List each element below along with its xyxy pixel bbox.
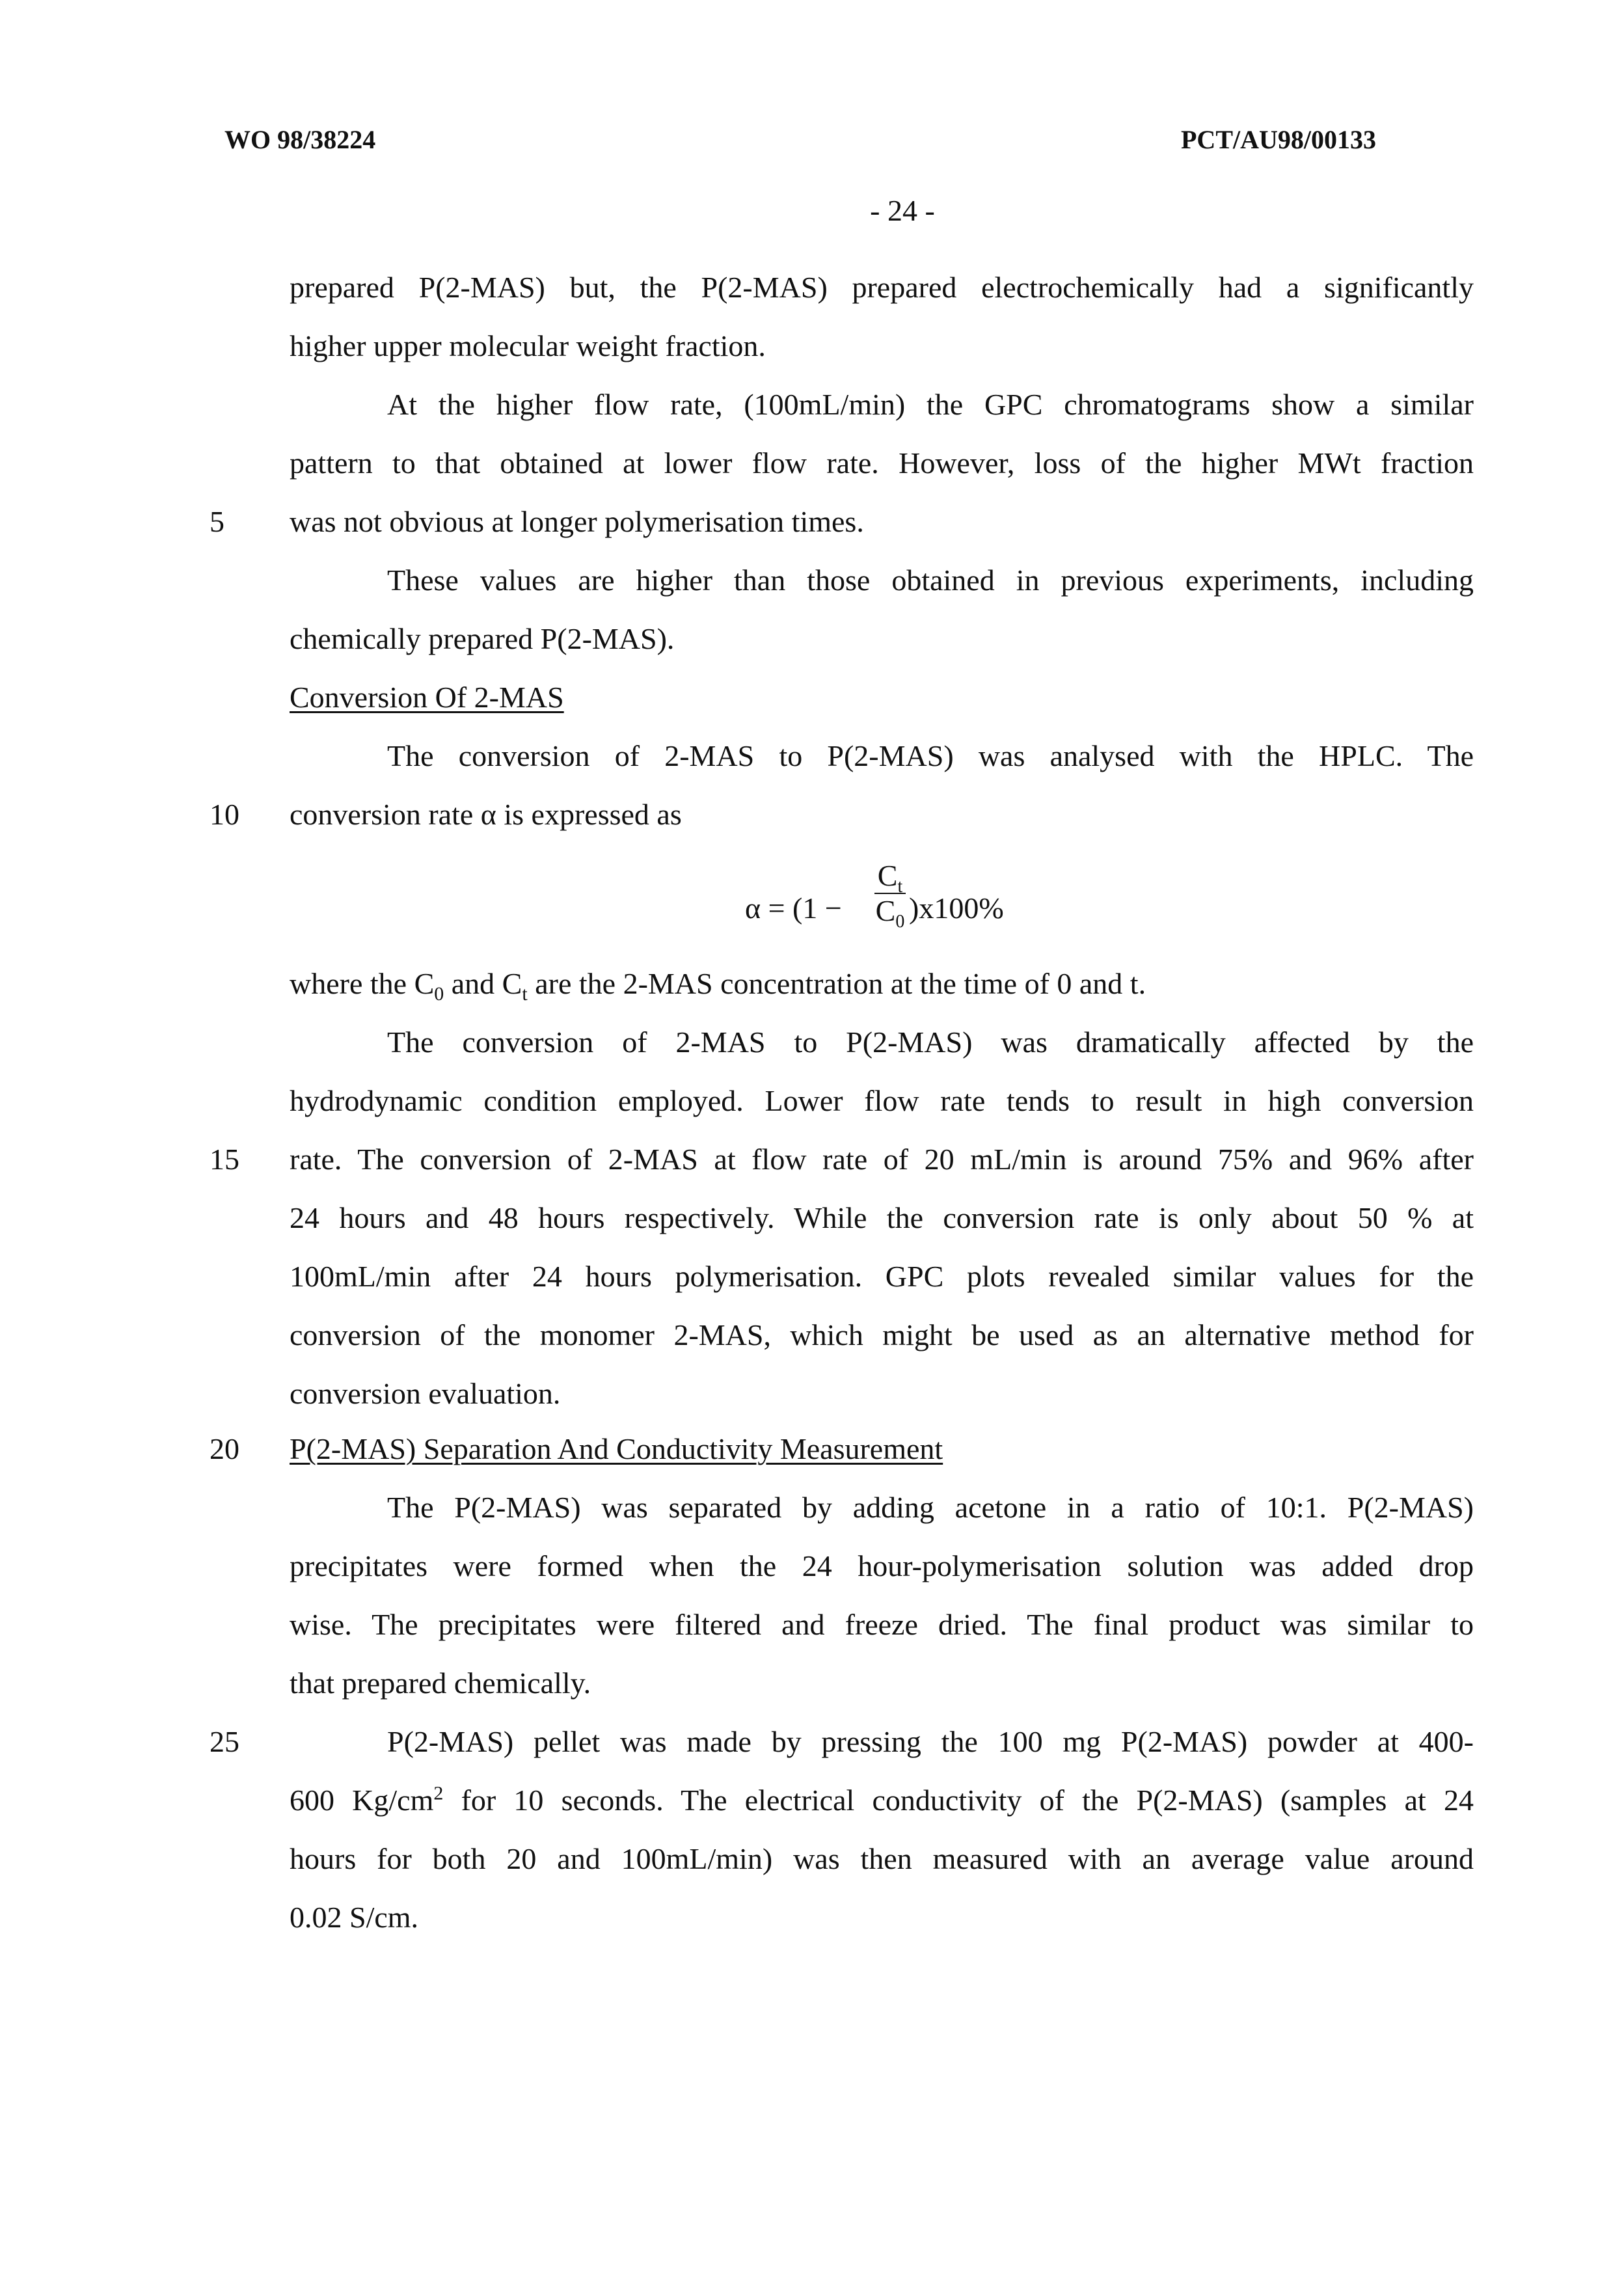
body-line: chemically prepared P(2-MAS). <box>290 622 675 655</box>
line-number: 25 <box>210 1725 239 1758</box>
line-number: 20 <box>210 1432 239 1465</box>
body-line: 24 hours and 48 hours respectively. While the conversion rate is only about 50 % at <box>290 1201 1474 1234</box>
body-line: P(2-MAS) pellet was made by pressing the 100 mg P(2-MAS) powder at 400- <box>387 1725 1474 1758</box>
body-line: higher upper molecular weight fraction. <box>290 329 766 362</box>
publication-number: WO 98/38224 <box>224 125 376 154</box>
formula-fraction <box>874 859 906 932</box>
line-number: 15 <box>210 1143 239 1176</box>
formula-numerator: $C_t$ <box>877 859 903 897</box>
body-line: At the higher flow rate, (100mL/min) the GPC chromatograms show a similar <box>387 388 1474 421</box>
body-line: precipitates were formed when the 24 hour-polymerisation solution was added drop <box>290 1549 1474 1582</box>
section-heading-conversion: Conversion Of 2-MAS <box>290 681 564 714</box>
formula-lhs: α = (1 − <box>745 891 842 925</box>
body-line: 600 $Kg/cm^2$ for 10 seconds. The electrical conductivity of the P(2-MAS) (samples at 24 <box>290 1782 1474 1817</box>
application-number: PCT/AU98/00133 <box>1181 125 1376 154</box>
body-line: hydrodynamic condition employed. Lower flow rate tends to result in high conversion <box>290 1084 1474 1117</box>
formula-rhs: )x100% <box>909 891 1004 925</box>
line-number: 5 <box>210 505 224 538</box>
formula-denominator: $C_0$ <box>875 894 905 932</box>
page-number: - 24 - <box>870 194 935 227</box>
formula-definition-line: where the $C_0$ and $C_t$ are the 2-MAS concentration at the time of 0 and t. <box>290 967 1146 1005</box>
body-line: pattern to that obtained at lower flow rate. However, loss of the higher MWt fraction <box>290 446 1474 480</box>
body-line: The P(2-MAS) was separated by adding acetone in a ratio of 10:1. P(2-MAS) <box>387 1491 1474 1524</box>
body-line: prepared P(2-MAS) but, the P(2-MAS) prepared electrochemically had a significantly <box>290 271 1474 304</box>
body-line: conversion evaluation. <box>290 1377 561 1410</box>
body-line: that prepared chemically. <box>290 1666 591 1700</box>
body-line: conversion rate α is expressed as <box>290 798 682 831</box>
body-line: 0.02 S/cm. <box>290 1901 419 1934</box>
body-line: hours for both 20 and 100mL/min) was then measured with an average value around <box>290 1842 1474 1875</box>
body-line: The conversion of 2-MAS to P(2-MAS) was analysed with the HPLC. The <box>387 739 1474 772</box>
body-line: was not obvious at longer polymerisation times. <box>290 505 864 538</box>
body-line: rate. The conversion of 2-MAS at flow rate of 20 mL/min is around 75% and 96% after <box>290 1143 1474 1176</box>
body-line: wise. The precipitates were filtered and freeze dried. The final product was similar to <box>290 1608 1474 1641</box>
line-number: 10 <box>210 798 239 831</box>
body-line: These values are higher than those obtained in previous experiments, including <box>387 563 1474 597</box>
body-line: 100mL/min after 24 hours polymerisation. GPC plots revealed similar values for the <box>290 1260 1474 1293</box>
section-heading-separation: P(2-MAS) Separation And Conductivity Measurement <box>290 1432 943 1465</box>
body-line: The conversion of 2-MAS to P(2-MAS) was dramatically affected by the <box>387 1025 1474 1059</box>
body-line: conversion of the monomer 2-MAS, which might be used as an alternative method for <box>290 1318 1474 1351</box>
